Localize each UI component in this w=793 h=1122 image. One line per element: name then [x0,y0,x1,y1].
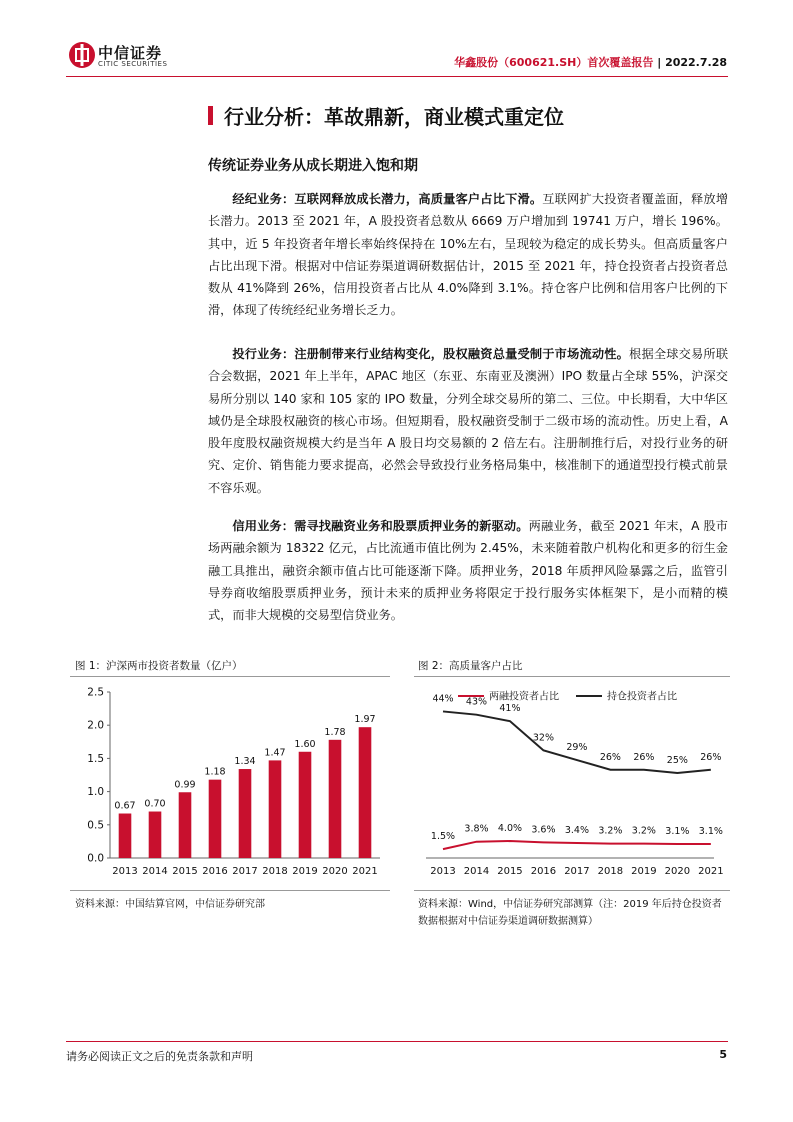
section-title: 行业分析：革故鼎新，商业模式重定位 [224,105,564,129]
report-date: 2022.7.28 [665,56,727,69]
figure-1-source-rule [70,890,390,891]
bar [119,814,132,858]
x-tick-label: 2014 [463,866,490,877]
bar [359,727,372,858]
x-tick-label: 2020 [322,866,348,877]
x-tick-label: 2013 [112,866,138,877]
point-label: 1.5% [430,831,456,843]
bar [299,752,312,858]
bar [179,792,192,858]
x-tick-label: 2019 [631,866,657,877]
paragraph-credit [208,515,728,626]
bar [269,760,282,858]
x-tick-label: 2019 [292,866,318,877]
bar [239,769,252,858]
point-label: 43% [465,696,488,708]
x-tick-label: 2015 [172,866,198,877]
point-label: 3.4% [564,824,589,836]
x-tick-label: 2016 [530,866,557,877]
logo-text: 中信证券 [98,44,163,62]
paragraph-lead: 经纪业务：互联网释放成长潜力，高质量客户占比下滑。 [232,192,543,206]
y-tick-label: 0.5 [87,819,104,832]
x-tick-label: 2017 [564,866,590,877]
bar-value-label: 1.34 [234,756,256,768]
point-label: 32% [532,732,555,744]
point-label: 29% [566,742,588,754]
x-tick-label: 2018 [262,866,288,877]
bar-value-label: 1.97 [354,714,376,726]
point-label: 3.1% [698,825,723,837]
bar [149,812,162,858]
x-tick-label: 2021 [698,866,724,877]
y-tick-label: 2.5 [87,686,104,699]
quality-client-line-chart [414,680,730,886]
paragraph-body: 两融业务，截至 2021 年末，A 股市场两融余额为 18322 亿元，占比流通市值比例为 2.45%，未来随着散户机构化和更多的衍生金融工具推出，融资余额市值占比可能逐渐下降。质押业务，2018 年质押风险暴露之后，监管引导券商收缩股票质押业务，预计未来的质押业务将限定于投行服务实体框架下，是小而精的模式，而非大规模的交易型信贷业务。 [208,519,728,623]
bar-value-label: 0.70 [144,798,166,810]
header-divider [66,76,728,77]
x-tick-label: 2018 [597,866,624,877]
x-tick-label: 2014 [142,866,168,877]
investor-count-bar-chart [70,680,390,886]
paragraph-investment-banking [208,343,728,499]
legend-label: 两融投资者占比 [489,691,559,703]
x-tick-label: 2013 [430,866,456,877]
bar-value-label: 1.18 [204,766,226,778]
figure-1-source: 资料来源：中国结算官网，中信证券研究部 [75,899,265,910]
paragraph-body: 互联网扩大投资者覆盖面，释放增长潜力。2013 至 2021 年，A 股投资者总数从 6669 万户增加到 19741 万户，增长 196%。其中，近 5 年投资者年增长率始终保持在 10%左右，呈现较为稳定的成长势头。但高质量客户占比出现下滑。根据对中信证券渠道调研数据估计，2015 至 2021 年，持仓投资者占投资者总数从 41%降到 26%，信用投资者占比从 4.0%降到 3.1%。持仓客户比例和信用客户比例的下滑，体现了传统经纪业务增长乏力。 [208,192,729,318]
series-line [443,841,711,849]
figure-2-title: 图 2：高质量客户占比 [418,660,523,672]
point-label: 3.2% [631,825,656,837]
figure-1-title: 图 1：沪深两市投资者数量（亿户） [75,660,243,672]
bar-value-label: 1.78 [324,726,346,738]
paragraph-lead: 投行业务：注册制带来行业结构变化，股权融资总量受制于市场流动性。 [232,347,630,361]
paragraph-body: 根据全球交易所联合会数据，2021 年上半年，APAC 地区（东亚、东南亚及澳洲）IPO 数量占全球 55%，沪深交易所分别以 140 家和 105 家的 IPO 数量，分列全球交易所的第二、三位。中长期看，大中华区域仍是全球股权融资的核心市场。但短期看，股权融资受制于二级市场的流动性。历史上看，A 股年度股权融资规模大约是当年 A 股日均交易额的 2 倍左右。注册制推行后，对投行业务的研究、定价、销售能力要求提高，必然会导致投行业务格局集中，核准制下的通道型投行模式前景不容乐观。 [208,347,729,495]
x-tick-label: 2015 [497,866,523,877]
point-label: 41% [499,703,521,715]
figure-2-rule [414,676,730,677]
report-tag [454,54,727,70]
point-label: 26% [599,751,621,763]
bar-value-label: 1.60 [294,738,316,750]
x-tick-label: 2020 [664,866,691,877]
bar-value-label: 0.99 [174,779,196,791]
x-tick-label: 2017 [232,866,258,877]
point-label: 44% [432,693,454,705]
section-subtitle: 传统证券业务从成长期进入饱和期 [208,158,418,174]
y-tick-label: 1.0 [87,786,104,799]
footer-disclaimer: 请务必阅读正文之后的免责条款和声明 [66,1050,253,1063]
footer-divider [66,1041,728,1042]
point-label: 3.8% [464,823,489,835]
figure-2-source-rule [414,890,730,891]
point-label: 4.0% [497,823,523,835]
y-tick-label: 1.5 [87,752,104,765]
legend-label: 持仓投资者占比 [607,691,677,703]
figure-2-source: 资料来源：Wind，中信证券研究部测算（注：2019 年后持仓投资者数据根据对中信证券渠道调研数据测算） [418,899,722,927]
x-tick-label: 2016 [202,866,228,877]
point-label: 26% [633,751,655,763]
y-tick-label: 2.0 [87,719,104,732]
header-separator: | [657,56,662,69]
point-label: 3.2% [598,825,623,837]
section-marker [208,106,213,125]
bar-value-label: 0.67 [114,800,136,812]
point-label: 3.1% [665,825,690,837]
point-label: 26% [700,751,722,763]
x-tick-label: 2021 [352,866,378,877]
paragraph-lead: 信用业务：需寻找融资业务和股票质押业务的新驱动。 [232,519,529,533]
point-label: 3.6% [531,824,556,836]
report-title: 华鑫股份（600621.SH）首次覆盖报告 [454,56,654,69]
bar [209,780,222,858]
figure-1-rule [70,676,390,677]
logo-text-en: CITIC SECURITIES [98,60,168,68]
paragraph-brokerage [208,188,728,322]
point-label: 25% [666,755,688,766]
y-tick-label: 0.0 [87,852,104,865]
bar-value-label: 1.47 [264,747,286,759]
page-number: 5 [719,1048,727,1061]
bar [329,740,342,858]
